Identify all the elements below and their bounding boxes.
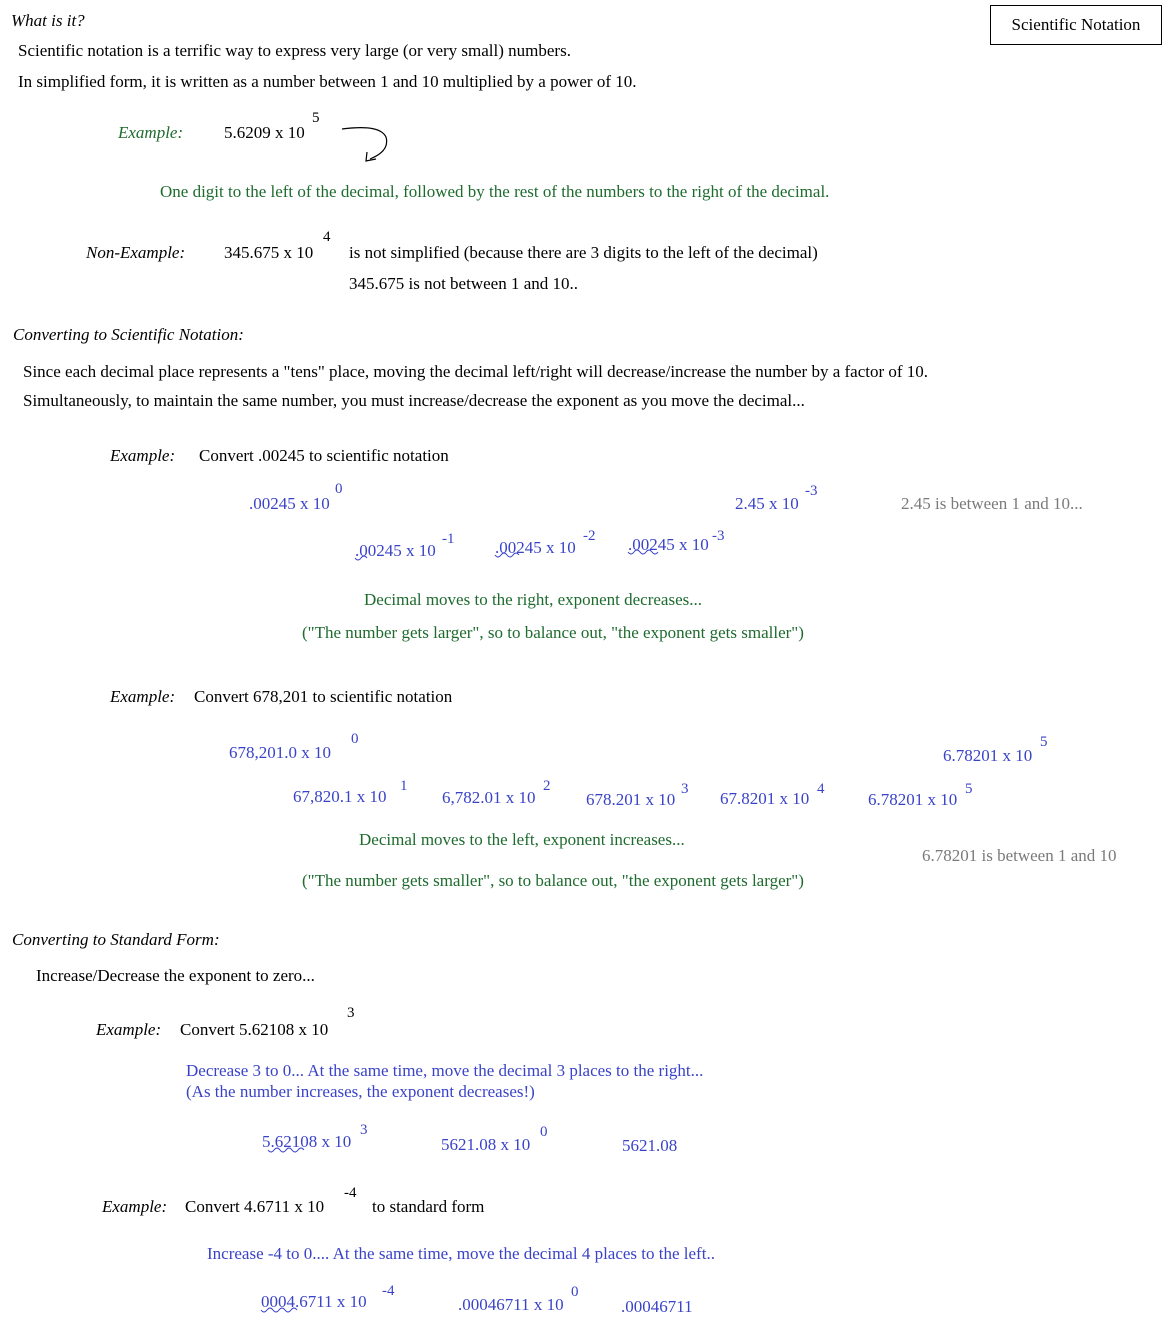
- sci-ex1-prompt: Convert .00245 to scientific notation: [199, 446, 449, 465]
- std-ex2-prompt-exponent: -4: [344, 1185, 357, 1201]
- example-note: One digit to the left of the decimal, followed by the rest of the numbers to the right of the decimal.: [160, 182, 830, 201]
- sci-ex2-prompt: Convert 678,201 to scientific notation: [194, 687, 453, 706]
- convert-sci-line-1: Since each decimal place represents a "tens" place, moving the decimal left/right will decrease/increase the number by a factor of 10.: [23, 362, 929, 381]
- sci-ex2-start: 678,201.0 x 10: [229, 743, 331, 762]
- std-ex1-step-2: 5621.08 x 10: [441, 1135, 531, 1154]
- sci-ex2-note-2: ("The number gets smaller", so to balance out, "the exponent gets larger"): [302, 871, 804, 890]
- sci-ex1-step-3-exponent: -3: [712, 528, 725, 544]
- decimal-move-squiggle: [628, 550, 660, 557]
- std-ex2-step-1: 0004.6711 x 10: [261, 1292, 367, 1311]
- sci-ex1-note-2: ("The number gets larger", so to balance out, "the exponent gets smaller"): [302, 623, 804, 642]
- std-ex1-step-1: 5.62108 x 10: [262, 1132, 352, 1151]
- nonexample-expression: 345.675 x 10: [224, 243, 314, 262]
- decimal-move-squiggle: [495, 553, 519, 560]
- sci-ex1-result-exponent: -3: [805, 483, 818, 499]
- decimal-move-squiggle: [355, 556, 369, 563]
- std-ex2-prompt: Convert 4.6711 x 10: [185, 1197, 325, 1216]
- sci-ex2-step-1-exponent: 1: [400, 778, 408, 794]
- std-ex1-step-2-exponent: 0: [540, 1124, 548, 1140]
- sci-ex1-step-2: .00245 x 10: [495, 538, 576, 557]
- sci-ex1-step-1-exponent: -1: [442, 531, 455, 547]
- std-ex1-step-3: 5621.08: [622, 1136, 678, 1155]
- decimal-move-squiggle: [268, 1148, 304, 1155]
- sci-ex2-note-1: Decimal moves to the left, exponent increases...: [359, 830, 685, 849]
- sci-ex2-step-2-exponent: 2: [543, 778, 551, 794]
- what-line-2: In simplified form, it is written as a number between 1 and 10 multiplied by a power of 10.: [18, 72, 637, 91]
- sci-ex2-result: 6.78201 x 10: [943, 746, 1033, 765]
- sci-ex2-step-2: 6,782.01 x 10: [442, 788, 536, 807]
- curved-arrow-icon: [340, 125, 392, 165]
- nonexample-exponent: 4: [323, 229, 331, 245]
- convert-std-line-1: Increase/Decrease the exponent to zero...: [36, 966, 315, 985]
- std-ex2-step-2-exponent: 0: [571, 1284, 579, 1300]
- sci-ex1-label: Example:: [110, 446, 176, 465]
- example-exponent: 5: [312, 110, 320, 126]
- sci-ex2-step-4-exponent: 4: [817, 781, 825, 797]
- sci-ex1-step-3: .00245 x 10: [628, 535, 709, 554]
- std-ex1-note-2: (As the number increases, the exponent decreases!): [186, 1082, 535, 1101]
- std-ex1-label: Example:: [96, 1020, 162, 1039]
- std-ex1-prompt-exponent: 3: [347, 1005, 355, 1021]
- sci-ex1-result-note: 2.45 is between 1 and 10...: [901, 494, 1083, 513]
- sci-ex1-result: 2.45 x 10: [735, 494, 799, 513]
- std-ex2-step-2: .00046711 x 10: [458, 1295, 564, 1314]
- sci-ex2-start-exponent: 0: [351, 731, 359, 747]
- nonexample-note-2: 345.675 is not between 1 and 10..: [349, 274, 578, 293]
- nonexample-note-1: is not simplified (because there are 3 digits to the left of the decimal): [349, 243, 818, 262]
- std-ex2-note-1: Increase -4 to 0.... At the same time, move the decimal 4 places to the left..: [207, 1244, 715, 1263]
- std-ex1-note-1: Decrease 3 to 0... At the same time, move the decimal 3 places to the right...: [186, 1061, 704, 1080]
- section-heading-what: What is it?: [11, 11, 85, 30]
- std-ex1-prompt: Convert 5.62108 x 10: [180, 1020, 329, 1039]
- title-box: Scientific Notation: [990, 5, 1162, 45]
- std-ex2-label: Example:: [102, 1197, 168, 1216]
- section-heading-convert-std: Converting to Standard Form:: [12, 930, 220, 949]
- sci-ex2-step-3-exponent: 3: [681, 781, 689, 797]
- sci-ex2-step-5: 6.78201 x 10: [868, 790, 958, 809]
- sci-ex2-result-exponent: 5: [1040, 734, 1048, 750]
- sci-ex1-start: .00245 x 10: [249, 494, 330, 513]
- sci-ex2-step-1: 67,820.1 x 10: [293, 787, 387, 806]
- sci-ex2-step-3: 678.201 x 10: [586, 790, 676, 809]
- sci-ex2-step-4: 67.8201 x 10: [720, 789, 810, 808]
- std-ex1-step-1-exponent: 3: [360, 1122, 368, 1138]
- decimal-move-squiggle: [261, 1308, 299, 1315]
- nonexample-label: Non-Example:: [86, 243, 186, 262]
- sci-ex1-step-2-exponent: -2: [583, 528, 596, 544]
- sci-ex2-result-note: 6.78201 is between 1 and 10: [922, 846, 1117, 865]
- std-ex2-step-3: .00046711: [621, 1297, 693, 1316]
- std-ex2-prompt-suffix: to standard form: [372, 1197, 485, 1216]
- sci-ex1-start-exponent: 0: [335, 481, 343, 497]
- example-expression: 5.6209 x 10: [224, 123, 305, 142]
- example-label: Example:: [118, 123, 184, 142]
- section-heading-convert-sci: Converting to Scientific Notation:: [13, 325, 244, 344]
- sci-ex1-step-1: .00245 x 10: [355, 541, 436, 560]
- sci-ex2-label: Example:: [110, 687, 176, 706]
- sci-ex2-step-5-exponent: 5: [965, 781, 973, 797]
- std-ex2-step-1-exponent: -4: [382, 1283, 395, 1299]
- what-line-1: Scientific notation is a terrific way to express very large (or very small) numbers.: [18, 41, 571, 60]
- sci-ex1-note-1: Decimal moves to the right, exponent decreases...: [364, 590, 702, 609]
- convert-sci-line-2: Simultaneously, to maintain the same number, you must increase/decrease the exponent as you move the decimal...: [23, 391, 805, 410]
